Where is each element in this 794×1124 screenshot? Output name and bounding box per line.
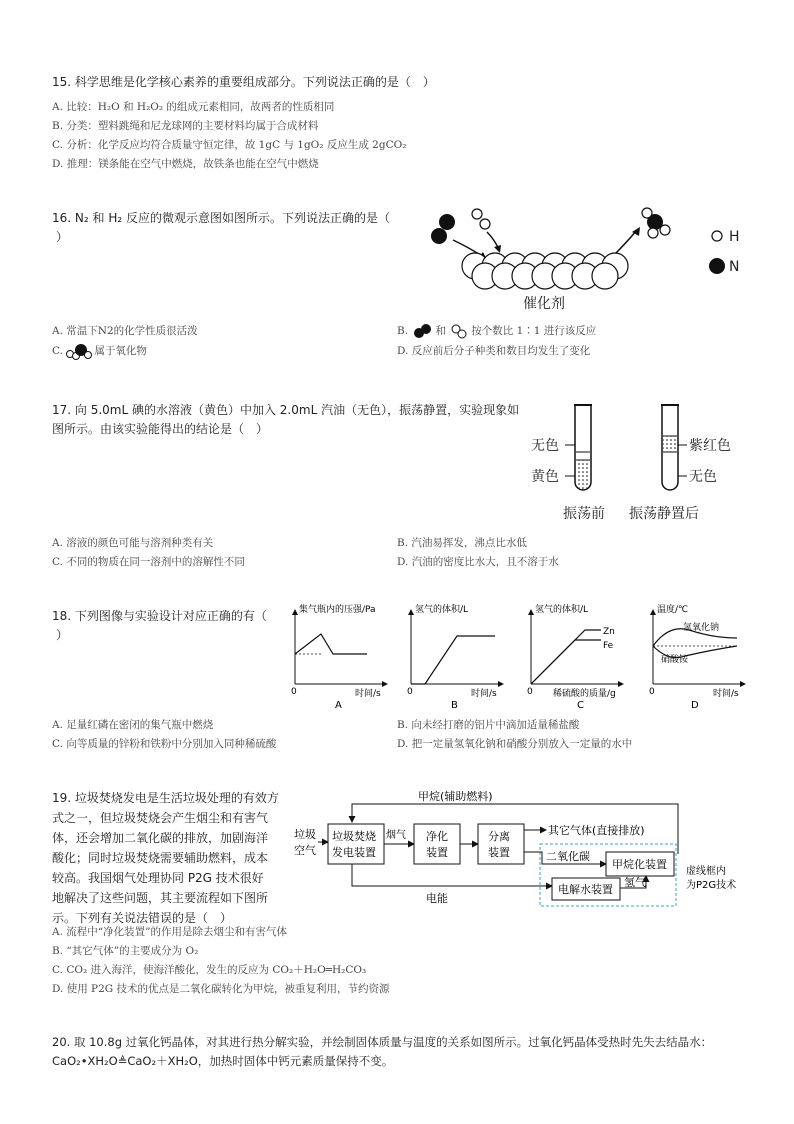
legend-h-label: H bbox=[729, 229, 740, 245]
q16-stem-line1: 16. N₂ 和 H₂ 反应的微观示意图如图所示。下列说法正确的是（ bbox=[52, 211, 390, 225]
q18-option-c: C. 向等质量的锌粉和铁粉中分别加入同种稀硫酸 bbox=[52, 738, 277, 750]
q17-stem-line1: 17. 向 5.0mL 碘的水溶液（黄色）中加入 2.0mL 汽油（无色），振荡静置，实验现象如 bbox=[52, 403, 520, 417]
svg-text:虚线框内: 虚线框内 bbox=[686, 866, 726, 877]
nh3-molecule-icon bbox=[66, 342, 94, 360]
svg-text:0: 0 bbox=[649, 687, 655, 697]
q18-graph-b bbox=[407, 603, 503, 711]
q20-stem-line2: CaO₂•XH₂O≜CaO₂＋XH₂O，加热时固体中钙元素质量保持不变。 bbox=[52, 1054, 394, 1068]
svg-text:A: A bbox=[335, 700, 342, 711]
q18-graph-d bbox=[649, 603, 745, 711]
svg-text:Zn: Zn bbox=[603, 627, 615, 637]
svg-text:Fe: Fe bbox=[603, 641, 614, 651]
catalyst-label: 催化剂 bbox=[523, 296, 565, 312]
svg-text:电解水装置: 电解水装置 bbox=[558, 883, 613, 896]
svg-text:空气: 空气 bbox=[294, 844, 316, 857]
svg-text:B: B bbox=[451, 700, 458, 711]
legend-h-icon bbox=[712, 231, 722, 241]
svg-text:稀硫酸的质量/g: 稀硫酸的质量/g bbox=[553, 689, 616, 699]
svg-text:氢气: 氢气 bbox=[624, 876, 646, 889]
q17-option-d: D. 汽油的密度比水大，且不溶于水 bbox=[397, 556, 559, 568]
svg-text:分离: 分离 bbox=[488, 830, 510, 843]
n2-molecule-icon bbox=[411, 323, 435, 339]
h2-molecule-atom bbox=[480, 219, 490, 229]
tube2-bottom-label: 无色 bbox=[689, 469, 717, 485]
svg-text:垃圾: 垃圾 bbox=[294, 828, 316, 841]
q17-option-c: C. 不同的物质在同一溶剂中的溶解性不同 bbox=[52, 556, 245, 568]
q16-option-a: A. 常温下N2的化学性质很活泼 bbox=[52, 325, 198, 337]
q17-test-tubes bbox=[525, 398, 775, 526]
svg-text:时间/s: 时间/s bbox=[471, 689, 497, 699]
q19-flow-diagram bbox=[290, 780, 770, 912]
q15-option-b: B. 分类：塑料跳绳和尼龙球网的主要材料均属于合成材料 bbox=[52, 120, 319, 132]
svg-text:0: 0 bbox=[291, 687, 297, 697]
svg-text:温度/℃: 温度/℃ bbox=[657, 605, 689, 615]
svg-text:时间/s: 时间/s bbox=[355, 689, 381, 699]
svg-text:装置: 装置 bbox=[488, 846, 510, 859]
svg-text:二氧化碳: 二氧化碳 bbox=[546, 850, 590, 863]
svg-text:垃圾焚烧: 垃圾焚烧 bbox=[332, 830, 376, 843]
q16-stem-line2: ） bbox=[56, 230, 69, 244]
catalyst-surface bbox=[462, 253, 628, 289]
q18-option-b: B. 向未经打磨的铝片中滴加适量稀盐酸 bbox=[397, 719, 580, 731]
svg-text:氢气的体积/L: 氢气的体积/L bbox=[415, 605, 469, 615]
q16-option-b: B. 和 按个数比 1∶1 进行该反应 bbox=[397, 325, 597, 337]
q19-option-c: C. CO₂ 进入海洋，使海洋酸化，发生的反应为 CO₂＋H₂O═H₂CO₃ bbox=[52, 964, 367, 976]
svg-text:氢气的体积/L: 氢气的体积/L bbox=[535, 605, 589, 615]
n2-molecule-atom bbox=[439, 214, 455, 230]
svg-text:烟气: 烟气 bbox=[386, 830, 406, 841]
q16-option-c: C. 属于氧化物 bbox=[52, 342, 147, 360]
svg-text:氢氧化钠: 氢氧化钠 bbox=[683, 623, 720, 633]
q19-option-a: A. 流程中“净化装置”的作用是除去烟尘和有害气体 bbox=[52, 926, 287, 938]
q18-option-a: A. 足量红磷在密闭的集气瓶中燃烧 bbox=[52, 719, 214, 731]
legend-n-icon bbox=[709, 258, 725, 274]
svg-text:甲烷化装置: 甲烷化装置 bbox=[612, 858, 667, 871]
q18-stem-line2: ） bbox=[56, 628, 69, 642]
q16-reaction-diagram bbox=[415, 200, 765, 318]
h2-molecule-icon bbox=[449, 323, 471, 339]
svg-text:时间/s: 时间/s bbox=[713, 689, 739, 699]
svg-text:D: D bbox=[691, 700, 699, 711]
svg-text:C: C bbox=[577, 700, 584, 711]
q19-stem: 19. 垃圾焚烧发电是生活垃圾处理的有效方 式之一，但垃圾焚烧会产生烟尘和有害气 体，还会增加二氧化碳的排放，加剧海洋 酸化；同时垃圾焚烧需要辅助燃料，成本 较高。我国烟气处理协同 P2G 技术很好 地解决了这些问题，其主要流程如下图所 示。下列有关说法错误的是（ ） bbox=[52, 791, 279, 925]
q18-option-d: D. 把一定量氢氧化钠和硝酸分别放入一定量的水中 bbox=[397, 738, 633, 750]
q17-option-a: A. 溶液的颜色可能与溶剂种类有关 bbox=[52, 537, 214, 549]
svg-text:发电装置: 发电装置 bbox=[332, 846, 376, 859]
q17-option-b: B. 汽油易挥发，沸点比水低 bbox=[397, 537, 527, 549]
tube1-top-label: 无色 bbox=[531, 438, 559, 454]
q15-option-d: D. 推理：镁条能在空气中燃烧，故铁条也能在空气中燃烧 bbox=[52, 158, 319, 170]
tube1-caption: 振荡前 bbox=[563, 506, 605, 522]
q18-graphs bbox=[285, 600, 765, 712]
legend-n-label: N bbox=[729, 259, 740, 275]
svg-text:0: 0 bbox=[407, 687, 413, 697]
q18-graph-c bbox=[527, 603, 623, 711]
svg-text:电能: 电能 bbox=[426, 892, 448, 905]
svg-text:净化: 净化 bbox=[426, 830, 448, 843]
q19-option-b: B. “其它气体”的主要成分为 O₂ bbox=[52, 945, 199, 957]
svg-text:集气瓶内的压强/Pa: 集气瓶内的压强/Pa bbox=[299, 605, 376, 615]
q17-stem-line2: 图所示。由该实验能得出的结论是（ ） bbox=[52, 422, 269, 436]
q15-option-c: C. 分析：化学反应均符合质量守恒定律，故 1gC 与 1gO₂ 反应生成 2gCO₂ bbox=[52, 139, 407, 151]
q18-graph-a bbox=[291, 603, 387, 711]
svg-text:甲烷(辅助燃料): 甲烷(辅助燃料) bbox=[418, 790, 493, 803]
q20-stem-line1: 20. 取 10.8g 过氧化钙晶体，对其进行热分解实验，并绘制固体质量与温度的关系如图所示。过氧化钙晶体受热时先失去结晶水： bbox=[52, 1035, 713, 1049]
svg-text:0: 0 bbox=[527, 687, 533, 697]
tube1-bottom-label: 黄色 bbox=[531, 469, 559, 485]
svg-text:硝酸铵: 硝酸铵 bbox=[661, 655, 689, 665]
svg-text:为P2G技术: 为P2G技术 bbox=[686, 880, 737, 891]
tube2-top-label: 紫红色 bbox=[689, 438, 731, 454]
h2-molecule-atom bbox=[472, 209, 482, 219]
svg-text:装置: 装置 bbox=[426, 846, 448, 859]
tube2-caption: 振荡静置后 bbox=[629, 506, 699, 522]
svg-text:其它气体(直接排放): 其它气体(直接排放) bbox=[548, 824, 645, 837]
n2-molecule-atom bbox=[431, 228, 447, 244]
q18-stem-line1: 18. 下列图像与实验设计对应正确的有（ bbox=[52, 609, 267, 623]
q15-option-a: A. 比较：H₂O 和 H₂O₂ 的组成元素相同，故两者的性质相同 bbox=[52, 101, 335, 113]
q19-option-d: D. 使用 P2G 技术的优点是二氧化碳转化为甲烷，被重复利用，节约资源 bbox=[52, 983, 390, 995]
q15-stem: 15. 科学思维是化学核心素养的重要组成部分。下列说法正确的是（ ） bbox=[52, 75, 435, 89]
q16-option-d: D. 反应前后分子种类和数目均发生了变化 bbox=[397, 345, 591, 357]
